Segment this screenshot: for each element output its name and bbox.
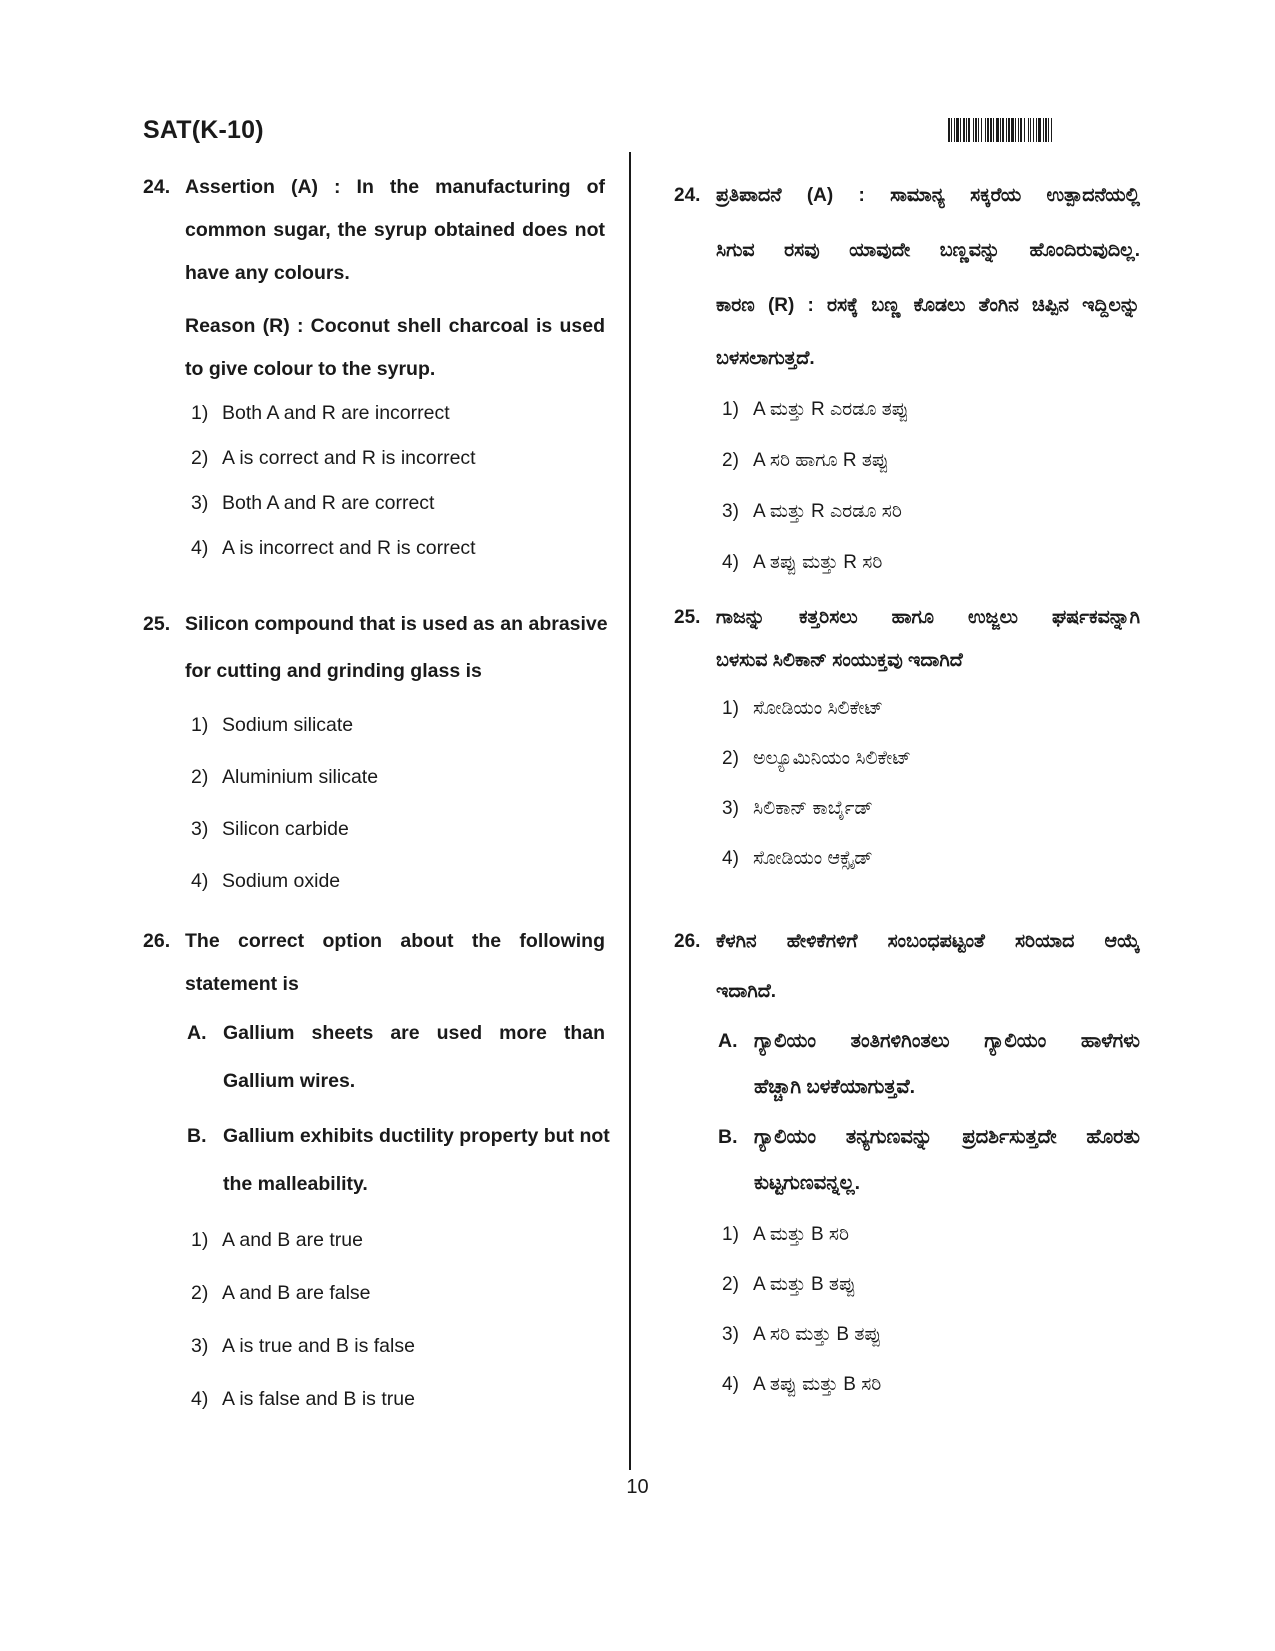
option-number: 4) <box>722 552 739 573</box>
option-number: 4) <box>191 537 209 559</box>
option-text: A ಸರಿ ಹಾಗೂ R ತಪ್ಪು <box>753 450 889 471</box>
option <box>674 537 1140 588</box>
reason-line: ಕಾರಣ (R) : ರಸಕ್ಕೆ ಬಣ್ಣ ಕೊಡಲು ತೆಂಗಿನ ಚಿಪ್ಪಿನ ಇದ್ದಿಲನ್ನು <box>716 295 1140 316</box>
stem-line: ಗಾಜನ್ನು ಕತ್ತರಿಸಲು ಹಾಗೂ ಉಜ್ಜಲು ಘರ್ಷಕವನ್ನಾಗಿ <box>716 607 1140 628</box>
statement-line: the malleability. <box>223 1173 368 1195</box>
stem-line: ಕೆಳಗಿನ ಹೇಳಿಕೆಗಳಿಗೆ ಸಂಬಂಧಪಟ್ಟಂತೆ ಸರಿಯಾದ ಆಯ್ಕೆ <box>716 931 1140 952</box>
option <box>143 1267 605 1320</box>
option-number: 2) <box>191 766 209 788</box>
option-text: ಅಲ್ಯೂಮಿನಿಯಂ ಸಿಲಿಕೇಟ್ <box>753 748 911 769</box>
option-number: 1) <box>722 698 739 719</box>
option-number: 1) <box>722 1224 739 1245</box>
option <box>674 384 1140 435</box>
barcode <box>948 118 1118 142</box>
option-number: 4) <box>722 848 739 869</box>
option-text: Aluminium silicate <box>222 766 379 788</box>
option-text: A ಸರಿ ಮತ್ತು B ತಪ್ಪು <box>753 1324 882 1345</box>
option-text: Both A and R are correct <box>222 492 435 514</box>
reason-line: Reason (R) : Coconut shell charcoal is used <box>185 315 605 337</box>
english-column <box>143 166 610 1426</box>
option-number: 1) <box>722 399 739 420</box>
option <box>674 1210 1140 1260</box>
option-number: 2) <box>722 1274 739 1295</box>
option-text: A ಮತ್ತು R ಎರಡೂ ತಪ್ಪು <box>753 399 909 420</box>
statement-line: Gallium wires. <box>223 1070 356 1092</box>
option-text: A ಮತ್ತು B ಸರಿ <box>753 1224 850 1245</box>
stem-line: have any colours. <box>185 262 350 284</box>
option <box>143 751 605 803</box>
option-text: ಸೋಡಿಯಂ ಆಕ್ಸೈಡ್ <box>753 848 873 869</box>
reason-line: ಬಳಸಲಾಗುತ್ತದೆ. <box>716 348 815 369</box>
option-text: Silicon carbide <box>222 818 349 840</box>
option-number: 1) <box>191 714 209 736</box>
statement-b <box>143 1112 610 1208</box>
statement-line: ಗ್ಯಾಲಿಯಂ ತಂತಿಗಳಿಗಿಂತಲು ಗ್ಯಾಲಿಯಂ ಹಾಳೆಗಳು <box>754 1030 1140 1052</box>
option-number: 2) <box>722 450 739 471</box>
stem-line: statement is <box>185 973 299 995</box>
question-stem <box>674 174 1140 380</box>
option <box>674 1310 1140 1360</box>
question-stem <box>143 603 608 693</box>
option <box>143 855 605 907</box>
statement-label: A. <box>187 1022 207 1044</box>
statement-label: B. <box>718 1126 738 1148</box>
statement-line: Gallium exhibits ductility property but not <box>223 1125 610 1147</box>
option <box>143 526 605 571</box>
stem-line: for cutting and grinding glass is <box>185 660 482 682</box>
stem-line: ಇದಾಗಿದೆ. <box>716 981 777 1002</box>
reason-line: to give colour to the syrup. <box>185 358 436 380</box>
question-stem <box>143 166 605 391</box>
option-number: 3) <box>191 1335 209 1357</box>
option-text: Sodium oxide <box>222 870 341 892</box>
option-text: A is false and B is true <box>222 1388 415 1410</box>
option-text: A ಮತ್ತು R ಎರಡೂ ಸರಿ <box>753 501 902 522</box>
question-number: 26. <box>143 930 171 952</box>
option-number: 2) <box>191 447 209 469</box>
option <box>143 1320 605 1373</box>
question-number: 25. <box>674 607 701 628</box>
option-number: 3) <box>191 492 209 514</box>
option-text: Sodium silicate <box>222 714 354 736</box>
option <box>143 1373 605 1426</box>
option-text: Both A and R are incorrect <box>222 402 450 424</box>
option-number: 4) <box>191 870 209 892</box>
statement-line: ಗ್ಯಾಲಿಯಂ ತನ್ಯಗುಣವನ್ನು ಪ್ರದರ್ಶಿಸುತ್ತದೇ ಹೊರತು <box>754 1126 1140 1148</box>
option-text: A is true and B is false <box>222 1335 415 1357</box>
option <box>143 436 605 481</box>
option <box>674 1360 1140 1410</box>
option <box>674 734 1140 784</box>
option-number: 3) <box>722 1324 739 1345</box>
question-stem <box>143 920 605 1006</box>
option-number: 4) <box>722 1374 739 1395</box>
stem-line: ಪ್ರತಿಪಾದನೆ (A) : ಸಾಮಾನ್ಯ ಸಕ್ಕರೆಯ ಉತ್ಪಾದನೆಯಲ್ಲಿ <box>716 185 1140 206</box>
option <box>143 391 605 436</box>
question-number: 24. <box>674 185 701 206</box>
statement-a <box>143 1009 605 1105</box>
option-text: A ಮತ್ತು B ತಪ್ಪು <box>753 1274 856 1295</box>
column-divider <box>629 152 631 1470</box>
option <box>143 1214 605 1267</box>
question-25-kn <box>674 596 1140 884</box>
stem-line: ಸಿಗುವ ರಸವು ಯಾವುದೇ ಬಣ್ಣವನ್ನು ಹೊಂದಿರುವುದಿಲ್ಲ. <box>716 240 1140 261</box>
option-text: A and B are true <box>222 1229 363 1251</box>
stem-line: Silicon compound that is used as an abrasive <box>185 613 608 635</box>
option-text: A ತಪ್ಪು ಮತ್ತು B ಸರಿ <box>753 1374 882 1395</box>
option-number: 4) <box>191 1388 209 1410</box>
option-number: 1) <box>191 1229 209 1251</box>
option <box>674 684 1140 734</box>
option-number: 2) <box>722 748 739 769</box>
option-number: 3) <box>722 501 739 522</box>
stem-line: The correct option about the following <box>185 930 605 952</box>
page-header-title: SAT(K-10) <box>143 116 264 144</box>
question-26-kn <box>674 920 1140 1410</box>
statement-line: ಹೆಚ್ಚಾಗಿ ಬಳಕೆಯಾಗುತ್ತವೆ. <box>754 1076 916 1098</box>
stem-line: Assertion (A) : In the manufacturing of <box>185 176 605 198</box>
option-number: 3) <box>191 818 209 840</box>
question-24-kn <box>674 174 1140 588</box>
question-stem <box>674 596 1140 682</box>
kannada-column <box>674 174 1140 1434</box>
statement-line: Gallium sheets are used more than <box>223 1022 605 1044</box>
option-text: ಸೋಡಿಯಂ ಸಿಲಿಕೇಟ್ <box>753 698 884 719</box>
option-number: 2) <box>191 1282 209 1304</box>
option-text: A is incorrect and R is correct <box>222 537 476 559</box>
question-number: 25. <box>143 613 171 635</box>
question-stem <box>674 920 1140 1013</box>
option <box>143 803 605 855</box>
stem-line: ಬಳಸುವ ಸಿಲಿಕಾನ್ ಸಂಯುಕ್ತವು ಇದಾಗಿದೆ <box>716 650 963 671</box>
option-number: 3) <box>722 798 739 819</box>
option <box>674 486 1140 537</box>
question-24-en <box>143 166 605 571</box>
statement-label: B. <box>187 1125 207 1147</box>
option <box>674 1260 1140 1310</box>
option-text: A and B are false <box>222 1282 371 1304</box>
stem-line: common sugar, the syrup obtained does not <box>185 219 605 241</box>
statement-b <box>674 1114 1140 1206</box>
option-text: A is correct and R is incorrect <box>222 447 476 469</box>
option <box>674 435 1140 486</box>
statement-label: A. <box>718 1030 738 1052</box>
question-26-en <box>143 920 610 1426</box>
page-number: 10 <box>626 1476 649 1498</box>
statement-line: ಕುಟ್ಟಗುಣವನ್ನಲ್ಲ. <box>754 1172 861 1194</box>
question-number: 26. <box>674 931 701 952</box>
option <box>674 784 1140 834</box>
question-25-en <box>143 603 608 907</box>
question-number: 24. <box>143 176 171 198</box>
option-number: 1) <box>191 402 209 424</box>
option-text: A ತಪ್ಪು ಮತ್ತು R ಸರಿ <box>753 552 883 573</box>
option-text: ಸಿಲಿಕಾನ್ ಕಾರ್ಬೈಡ್ <box>753 798 873 819</box>
option <box>674 834 1140 884</box>
option <box>143 699 605 751</box>
statement-a <box>674 1018 1140 1110</box>
option <box>143 481 605 526</box>
